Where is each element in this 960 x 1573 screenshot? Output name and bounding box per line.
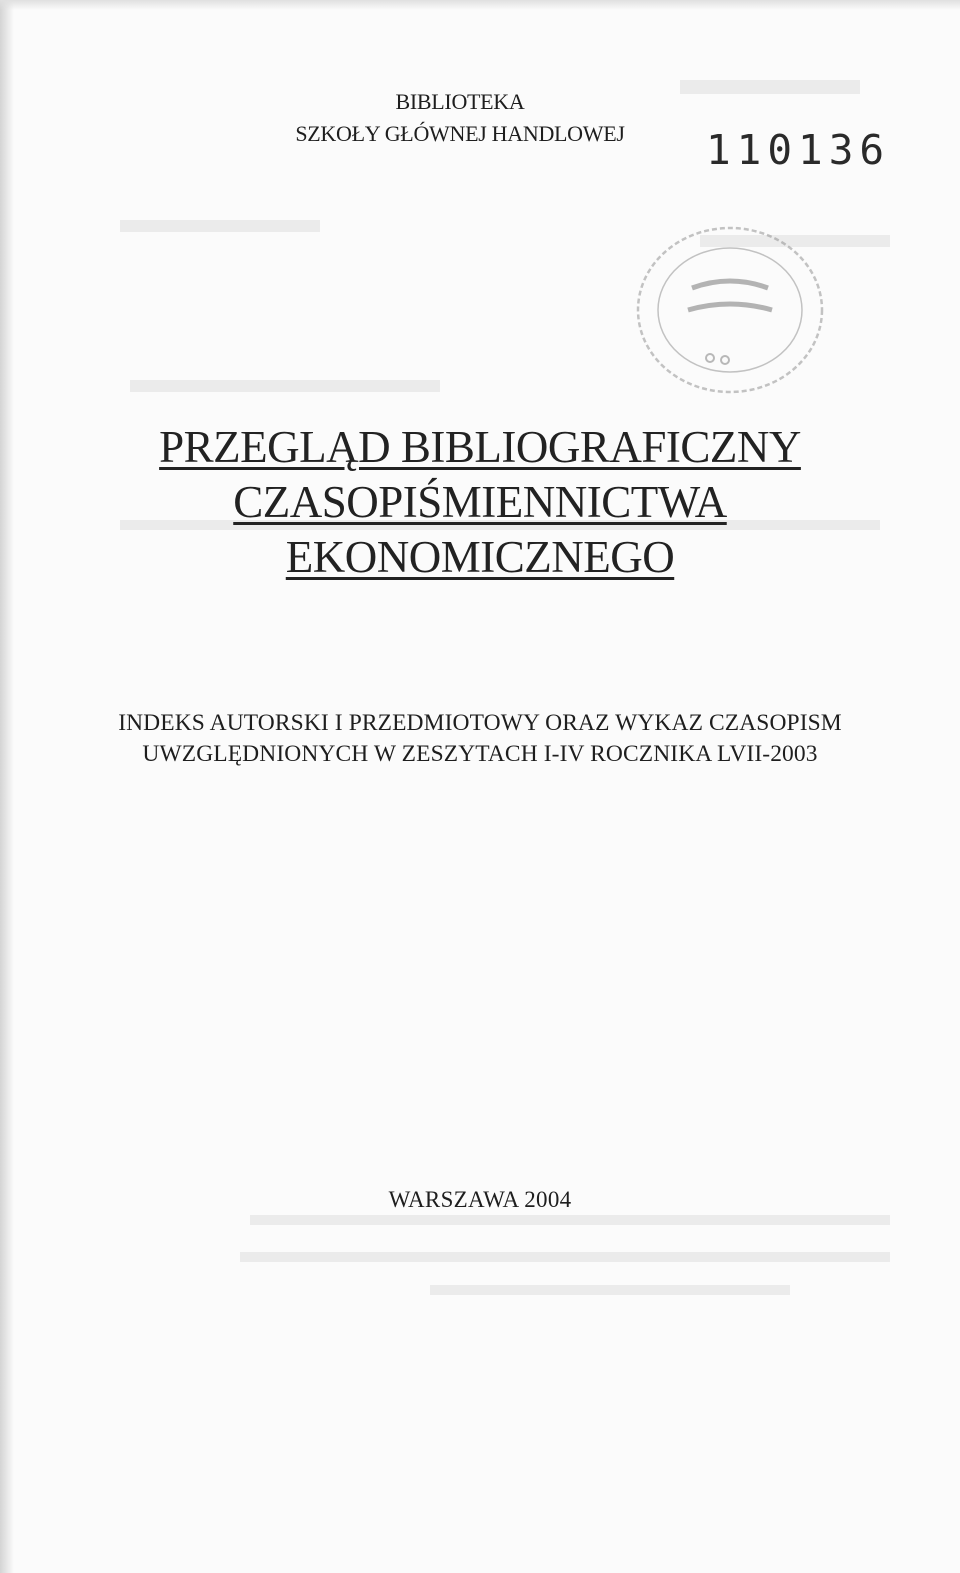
publication-place-year: WARSZAWA 2004 — [388, 1187, 572, 1212]
title-line1: PRZEGLĄD BIBLIOGRAFICZNY — [159, 422, 801, 472]
title-line3: EKONOMICZNEGO — [285, 532, 675, 582]
subtitle-line2: UWZGLĘDNIONYCH W ZESZYTACH I-IV ROCZNIKA LVII-2003 — [142, 741, 818, 767]
library-name-line1: BIBLIOTEKA — [395, 89, 525, 114]
page-edge-shadow-top — [0, 0, 960, 10]
shelf-number: 110136 — [706, 126, 891, 174]
library-name-line2: SZKOŁY GŁÓWNEJ HANDLOWEJ — [295, 121, 625, 146]
page-edge-shadow-left — [0, 0, 14, 1573]
document-subtitle — [0, 708, 960, 770]
title-line2: CZASOPIŚMIENNICTWA — [233, 477, 727, 527]
library-header — [230, 86, 690, 150]
library-stamp-icon — [630, 210, 830, 410]
subtitle-line1: INDEKS AUTORSKI I PRZEDMIOTOWY ORAZ WYKAZ CZASOPISM — [118, 710, 842, 736]
document-title — [0, 420, 960, 585]
